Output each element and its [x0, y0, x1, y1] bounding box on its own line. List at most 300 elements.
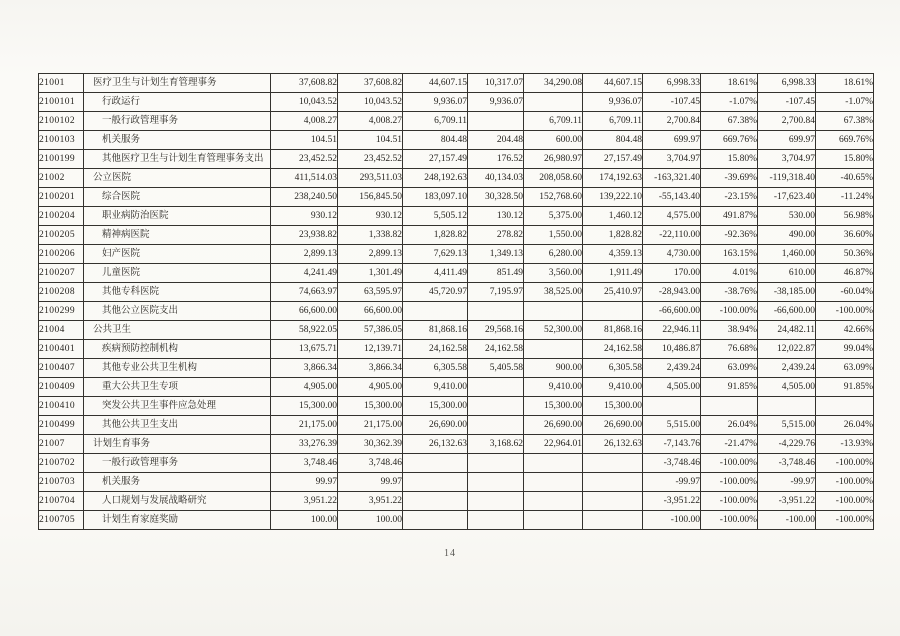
table-row: [39, 492, 874, 511]
cell-value: 63.09%: [701, 359, 758, 378]
cell-value: 6,305.58: [403, 359, 468, 378]
cell-value: 45,720.97: [403, 283, 468, 302]
cell-value: -100.00%: [816, 302, 874, 321]
cell-value: 24,162.58: [468, 340, 524, 359]
cell-value: 530.00: [758, 207, 816, 226]
cell-value: -119,318.40: [758, 169, 816, 188]
cell-value: 3,704.97: [758, 150, 816, 169]
cell-value: [524, 511, 583, 530]
cell-value: 26.04%: [816, 416, 874, 435]
cell-value: 15,300.00: [583, 397, 643, 416]
cell-value: [468, 112, 524, 131]
cell-value: -38,185.00: [758, 283, 816, 302]
cell-value: 152,768.60: [524, 188, 583, 207]
cell-value: 15,300.00: [403, 397, 468, 416]
cell-value: 63.09%: [816, 359, 874, 378]
cell-code: 21002: [39, 169, 84, 188]
cell-code: 2100407: [39, 359, 84, 378]
cell-value: 12,022.87: [758, 340, 816, 359]
table-row: [39, 264, 874, 283]
cell-value: 9,410.00: [583, 378, 643, 397]
cell-value: -100.00: [643, 511, 701, 530]
cell-value: 63,595.97: [338, 283, 403, 302]
cell-value: 2,899.13: [271, 245, 338, 264]
cell-description: 机关服务: [84, 473, 271, 492]
cell-value: 58,922.05: [271, 321, 338, 340]
cell-description: 机关服务: [84, 131, 271, 150]
cell-value: 2,700.84: [758, 112, 816, 131]
cell-value: 18.61%: [816, 74, 874, 93]
cell-value: 91.85%: [816, 378, 874, 397]
cell-value: 10,043.52: [338, 93, 403, 112]
cell-value: 699.97: [643, 131, 701, 150]
cell-value: [524, 302, 583, 321]
cell-code: 2100299: [39, 302, 84, 321]
cell-value: 21,175.00: [338, 416, 403, 435]
cell-value: 5,515.00: [758, 416, 816, 435]
cell-value: -3,748.46: [758, 454, 816, 473]
cell-code: 21004: [39, 321, 84, 340]
cell-code: 2100207: [39, 264, 84, 283]
cell-value: 24,162.58: [583, 340, 643, 359]
cell-value: 208,058.60: [524, 169, 583, 188]
cell-value: [468, 378, 524, 397]
cell-value: -100.00%: [701, 511, 758, 530]
cell-value: 3,748.46: [271, 454, 338, 473]
table-row: [39, 416, 874, 435]
cell-value: 44,607.15: [403, 74, 468, 93]
table-row: [39, 340, 874, 359]
cell-value: [403, 511, 468, 530]
cell-value: 7,629.13: [403, 245, 468, 264]
cell-value: [583, 492, 643, 511]
table-row: [39, 207, 874, 226]
cell-value: 9,936.07: [583, 93, 643, 112]
table-row: [39, 511, 874, 530]
cell-code: 2100204: [39, 207, 84, 226]
cell-description: 公立医院: [84, 169, 271, 188]
cell-value: 293,511.03: [338, 169, 403, 188]
cell-value: [583, 454, 643, 473]
cell-description: 其他专业公共卫生机构: [84, 359, 271, 378]
cell-value: [701, 397, 758, 416]
table-row: [39, 74, 874, 93]
cell-value: 9,410.00: [403, 378, 468, 397]
cell-value: 38,525.00: [524, 283, 583, 302]
cell-code: 2100103: [39, 131, 84, 150]
cell-value: -23.15%: [701, 188, 758, 207]
table-row: [39, 473, 874, 492]
cell-code: 2100199: [39, 150, 84, 169]
cell-value: 1,911.49: [583, 264, 643, 283]
cell-value: 29,568.16: [468, 321, 524, 340]
table-row: [39, 112, 874, 131]
cell-value: 163.15%: [701, 245, 758, 264]
cell-value: 3,951.22: [271, 492, 338, 511]
cell-value: 5,375.00: [524, 207, 583, 226]
cell-value: -107.45: [643, 93, 701, 112]
cell-value: 176.52: [468, 150, 524, 169]
cell-code: 21001: [39, 74, 84, 93]
cell-code: 2100102: [39, 112, 84, 131]
cell-value: 22,946.11: [643, 321, 701, 340]
cell-value: 4,008.27: [271, 112, 338, 131]
cell-code: 2100499: [39, 416, 84, 435]
cell-value: 9,936.07: [468, 93, 524, 112]
cell-value: 26,690.00: [583, 416, 643, 435]
cell-value: -3,748.46: [643, 454, 701, 473]
cell-value: 3,866.34: [271, 359, 338, 378]
cell-value: -39.69%: [701, 169, 758, 188]
cell-value: -17,623.40: [758, 188, 816, 207]
cell-value: 34,290.08: [524, 74, 583, 93]
cell-value: 804.48: [403, 131, 468, 150]
cell-value: 37,608.82: [338, 74, 403, 93]
cell-value: 36.60%: [816, 226, 874, 245]
cell-description: 妇产医院: [84, 245, 271, 264]
cell-value: 4,241.49: [271, 264, 338, 283]
cell-value: 3,951.22: [338, 492, 403, 511]
cell-value: 30,328.50: [468, 188, 524, 207]
cell-value: [758, 397, 816, 416]
cell-value: 38.94%: [701, 321, 758, 340]
cell-value: 26,132.63: [403, 435, 468, 454]
cell-description: 其他医疗卫生与计划生育管理事务支出: [84, 150, 271, 169]
cell-value: 5,405.58: [468, 359, 524, 378]
cell-value: 1,828.82: [403, 226, 468, 245]
cell-value: -100.00%: [701, 302, 758, 321]
cell-value: [524, 93, 583, 112]
cell-description: 计划生育事务: [84, 435, 271, 454]
cell-value: 15,300.00: [338, 397, 403, 416]
cell-value: -100.00%: [816, 511, 874, 530]
cell-code: 2100206: [39, 245, 84, 264]
cell-description: 其他专科医院: [84, 283, 271, 302]
table-row: [39, 397, 874, 416]
cell-code: 2100704: [39, 492, 84, 511]
cell-value: 23,452.52: [271, 150, 338, 169]
cell-value: 26.04%: [701, 416, 758, 435]
cell-value: -163,321.40: [643, 169, 701, 188]
cell-code: 2100705: [39, 511, 84, 530]
cell-code: 2100401: [39, 340, 84, 359]
table-row: [39, 302, 874, 321]
cell-value: [468, 454, 524, 473]
cell-value: 99.97: [271, 473, 338, 492]
cell-description: 重大公共卫生专项: [84, 378, 271, 397]
cell-value: 56.98%: [816, 207, 874, 226]
cell-value: 26,132.63: [583, 435, 643, 454]
cell-value: -7,143.76: [643, 435, 701, 454]
cell-value: 26,980.97: [524, 150, 583, 169]
cell-value: 26,690.00: [403, 416, 468, 435]
cell-value: [468, 511, 524, 530]
cell-value: -4,229.76: [758, 435, 816, 454]
cell-value: 37,608.82: [271, 74, 338, 93]
cell-description: 行政运行: [84, 93, 271, 112]
cell-value: -99.97: [758, 473, 816, 492]
cell-code: 2100703: [39, 473, 84, 492]
cell-value: [583, 302, 643, 321]
cell-value: -21.47%: [701, 435, 758, 454]
cell-value: 930.12: [338, 207, 403, 226]
cell-value: 52,300.00: [524, 321, 583, 340]
cell-value: 27,157.49: [583, 150, 643, 169]
cell-value: 22,964.01: [524, 435, 583, 454]
cell-value: -38.76%: [701, 283, 758, 302]
cell-value: 6,998.33: [758, 74, 816, 93]
cell-value: -11.24%: [816, 188, 874, 207]
cell-value: 24,162.58: [403, 340, 468, 359]
cell-value: 27,157.49: [403, 150, 468, 169]
cell-value: 18.61%: [701, 74, 758, 93]
cell-value: [468, 302, 524, 321]
cell-description: 精神病医院: [84, 226, 271, 245]
cell-code: 2100205: [39, 226, 84, 245]
cell-value: 610.00: [758, 264, 816, 283]
cell-description: 突发公共卫生事件应急处理: [84, 397, 271, 416]
cell-value: 851.49: [468, 264, 524, 283]
cell-description: 人口规划与发展战略研究: [84, 492, 271, 511]
cell-value: 699.97: [758, 131, 816, 150]
cell-value: 9,410.00: [524, 378, 583, 397]
cell-description: 其他公共卫生支出: [84, 416, 271, 435]
cell-description: 疾病预防控制机构: [84, 340, 271, 359]
cell-value: 9,936.07: [403, 93, 468, 112]
cell-value: 10,043.52: [271, 93, 338, 112]
table-row: [39, 359, 874, 378]
cell-value: 15.80%: [816, 150, 874, 169]
cell-value: [583, 511, 643, 530]
cell-value: -99.97: [643, 473, 701, 492]
cell-value: 183,097.10: [403, 188, 468, 207]
cell-value: 1,301.49: [338, 264, 403, 283]
cell-value: 10,317.07: [468, 74, 524, 93]
cell-value: 669.76%: [701, 131, 758, 150]
cell-value: 139,222.10: [583, 188, 643, 207]
cell-value: 170.00: [643, 264, 701, 283]
cell-value: 6,709.11: [524, 112, 583, 131]
cell-value: 1,550.00: [524, 226, 583, 245]
table-row: [39, 378, 874, 397]
table-row: [39, 150, 874, 169]
cell-value: 4,505.00: [758, 378, 816, 397]
cell-value: 81,868.16: [583, 321, 643, 340]
cell-value: -100.00%: [701, 454, 758, 473]
cell-value: 100.00: [338, 511, 403, 530]
cell-value: 491.87%: [701, 207, 758, 226]
cell-value: 5,515.00: [643, 416, 701, 435]
cell-value: 40,134.03: [468, 169, 524, 188]
cell-value: 21,175.00: [271, 416, 338, 435]
cell-value: 5,505.12: [403, 207, 468, 226]
cell-value: 25,410.97: [583, 283, 643, 302]
cell-value: 3,560.00: [524, 264, 583, 283]
cell-code: 2100702: [39, 454, 84, 473]
cell-value: 104.51: [271, 131, 338, 150]
cell-value: 669.76%: [816, 131, 874, 150]
cell-description: 职业病防治医院: [84, 207, 271, 226]
cell-description: 一般行政管理事务: [84, 112, 271, 131]
cell-code: 2100201: [39, 188, 84, 207]
table-row: [39, 188, 874, 207]
cell-value: 74,663.97: [271, 283, 338, 302]
cell-description: 儿童医院: [84, 264, 271, 283]
cell-value: [524, 473, 583, 492]
cell-value: [524, 340, 583, 359]
cell-value: 156,845.50: [338, 188, 403, 207]
cell-value: 2,439.24: [758, 359, 816, 378]
cell-value: -100.00%: [816, 473, 874, 492]
cell-value: 4,575.00: [643, 207, 701, 226]
cell-value: 2,700.84: [643, 112, 701, 131]
cell-value: 6,305.58: [583, 359, 643, 378]
cell-value: 91.85%: [701, 378, 758, 397]
table-row: [39, 454, 874, 473]
cell-value: 7,195.97: [468, 283, 524, 302]
cell-value: 76.68%: [701, 340, 758, 359]
cell-code: 2100101: [39, 93, 84, 112]
cell-value: -60.04%: [816, 283, 874, 302]
cell-value: -66,600.00: [643, 302, 701, 321]
cell-value: -1.07%: [701, 93, 758, 112]
cell-value: 15.80%: [701, 150, 758, 169]
cell-value: 4,905.00: [338, 378, 403, 397]
table-row: [39, 169, 874, 188]
cell-value: 12,139.71: [338, 340, 403, 359]
cell-value: 174,192.63: [583, 169, 643, 188]
cell-value: -55,143.40: [643, 188, 701, 207]
table-row: [39, 245, 874, 264]
cell-value: 104.51: [338, 131, 403, 150]
cell-value: [583, 473, 643, 492]
cell-value: 24,482.11: [758, 321, 816, 340]
cell-value: 30,362.39: [338, 435, 403, 454]
cell-description: 其他公立医院支出: [84, 302, 271, 321]
cell-value: 4,730.00: [643, 245, 701, 264]
cell-value: -22,110.00: [643, 226, 701, 245]
cell-value: 1,460.12: [583, 207, 643, 226]
cell-value: -1.07%: [816, 93, 874, 112]
table-row: [39, 435, 874, 454]
cell-value: 804.48: [583, 131, 643, 150]
cell-value: 1,828.82: [583, 226, 643, 245]
cell-value: 66,600.00: [271, 302, 338, 321]
cell-value: 99.97: [338, 473, 403, 492]
cell-value: 67.38%: [816, 112, 874, 131]
cell-value: 1,338.82: [338, 226, 403, 245]
cell-value: -3,951.22: [643, 492, 701, 511]
cell-value: [468, 416, 524, 435]
cell-value: 3,168.62: [468, 435, 524, 454]
cell-value: 600.00: [524, 131, 583, 150]
cell-value: 930.12: [271, 207, 338, 226]
cell-value: 42.66%: [816, 321, 874, 340]
cell-value: 23,452.52: [338, 150, 403, 169]
page-number: 14: [444, 548, 456, 559]
cell-value: 57,386.05: [338, 321, 403, 340]
cell-value: 3,748.46: [338, 454, 403, 473]
cell-value: 4,008.27: [338, 112, 403, 131]
cell-value: -92.36%: [701, 226, 758, 245]
budget-table: [38, 73, 874, 530]
cell-value: 6,998.33: [643, 74, 701, 93]
table-row: [39, 283, 874, 302]
cell-value: 13,675.71: [271, 340, 338, 359]
cell-value: 46.87%: [816, 264, 874, 283]
cell-value: -100.00%: [816, 454, 874, 473]
cell-description: 公共卫生: [84, 321, 271, 340]
cell-value: [524, 454, 583, 473]
cell-description: 计划生育家庭奖励: [84, 511, 271, 530]
cell-value: 4.01%: [701, 264, 758, 283]
cell-value: 204.48: [468, 131, 524, 150]
cell-value: [816, 397, 874, 416]
cell-value: [524, 492, 583, 511]
cell-value: -100.00%: [701, 473, 758, 492]
cell-value: 4,359.13: [583, 245, 643, 264]
cell-value: [468, 473, 524, 492]
cell-description: 医疗卫生与计划生育管理事务: [84, 74, 271, 93]
table-row: [39, 321, 874, 340]
cell-value: 6,709.11: [403, 112, 468, 131]
cell-description: 一般行政管理事务: [84, 454, 271, 473]
cell-value: 1,460.00: [758, 245, 816, 264]
cell-value: -100.00: [758, 511, 816, 530]
cell-value: 10,486.87: [643, 340, 701, 359]
cell-value: [403, 454, 468, 473]
cell-value: -3,951.22: [758, 492, 816, 511]
cell-value: 238,240.50: [271, 188, 338, 207]
cell-value: 50.36%: [816, 245, 874, 264]
cell-value: -28,943.00: [643, 283, 701, 302]
cell-value: 6,280.00: [524, 245, 583, 264]
cell-value: 278.82: [468, 226, 524, 245]
cell-code: 2100409: [39, 378, 84, 397]
cell-description: 综合医院: [84, 188, 271, 207]
cell-value: -100.00%: [816, 492, 874, 511]
cell-value: 6,709.11: [583, 112, 643, 131]
cell-value: [468, 492, 524, 511]
table-row: [39, 226, 874, 245]
cell-value: -13.93%: [816, 435, 874, 454]
cell-value: 99.04%: [816, 340, 874, 359]
cell-value: 67.38%: [701, 112, 758, 131]
cell-value: 33,276.39: [271, 435, 338, 454]
cell-value: [403, 492, 468, 511]
cell-value: 130.12: [468, 207, 524, 226]
cell-value: 411,514.03: [271, 169, 338, 188]
cell-value: 490.00: [758, 226, 816, 245]
cell-value: 248,192.63: [403, 169, 468, 188]
table-row: [39, 93, 874, 112]
cell-code: 21007: [39, 435, 84, 454]
cell-value: 900.00: [524, 359, 583, 378]
cell-value: -40.65%: [816, 169, 874, 188]
cell-value: -66,600.00: [758, 302, 816, 321]
cell-value: 44,607.15: [583, 74, 643, 93]
cell-code: 2100410: [39, 397, 84, 416]
cell-code: 2100208: [39, 283, 84, 302]
cell-value: 3,704.97: [643, 150, 701, 169]
cell-value: -100.00%: [701, 492, 758, 511]
cell-value: 15,300.00: [524, 397, 583, 416]
cell-value: 4,905.00: [271, 378, 338, 397]
cell-value: [643, 397, 701, 416]
cell-value: 100.00: [271, 511, 338, 530]
table-row: [39, 131, 874, 150]
cell-value: 4,505.00: [643, 378, 701, 397]
